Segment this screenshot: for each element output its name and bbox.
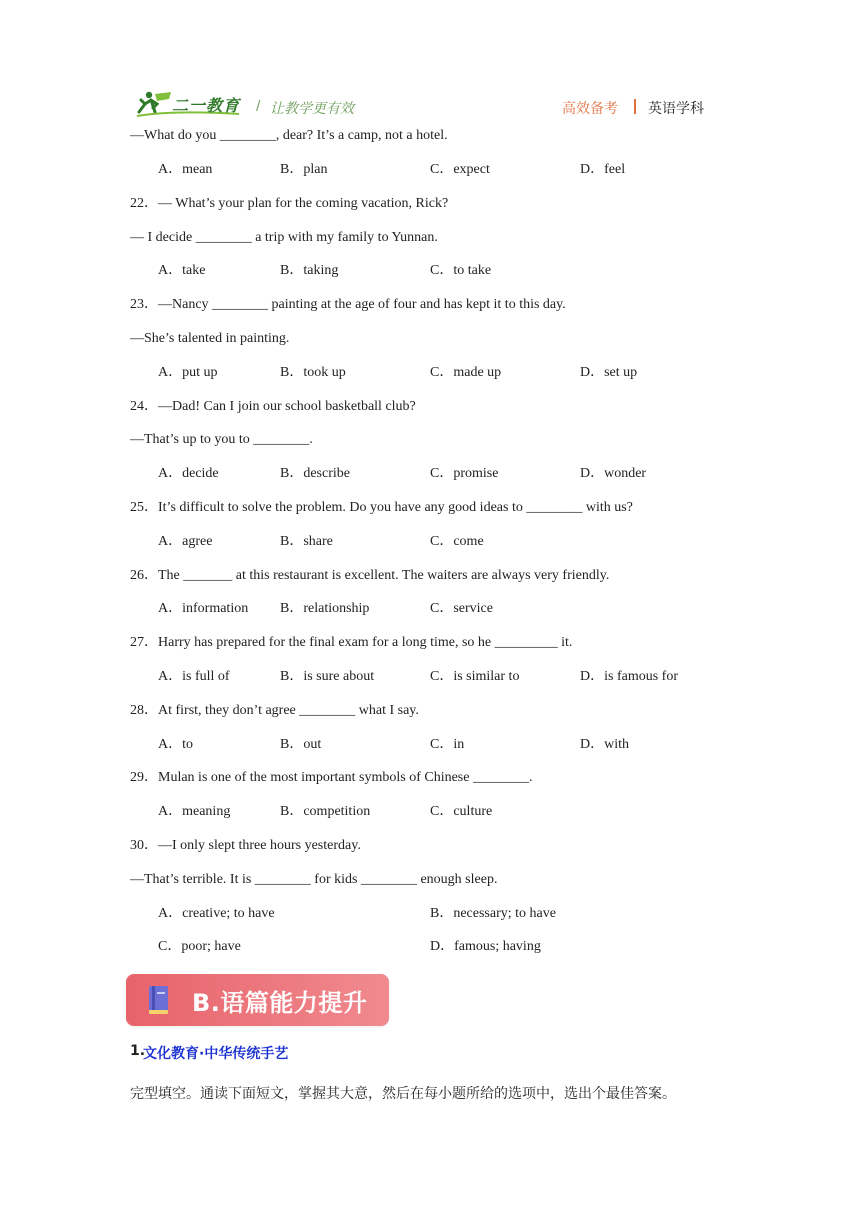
- q25-option-c: C．come: [430, 534, 484, 549]
- slogan-separator: /: [256, 99, 261, 114]
- question-24-line-2: —That’s up to you to ________.: [130, 432, 313, 447]
- question-28-line: 28．At first, they don’t agree ________ what I say.: [130, 703, 419, 718]
- question-23-line-2: —She’s talented in painting.: [130, 331, 290, 346]
- q23-option-b: B．took up: [280, 365, 346, 380]
- q24-option-c: C．promise: [430, 466, 499, 481]
- q22-option-b: B．taking: [280, 263, 339, 278]
- q23-option-a: A．put up: [158, 365, 218, 380]
- q28-option-b: B．out: [280, 737, 322, 752]
- q21-option-b: B．plan: [280, 162, 328, 177]
- passage-number: 1.: [130, 1043, 146, 1059]
- passage-title: 文化教育·中华传统手艺: [143, 1046, 289, 1062]
- q24-option-d: D．wonder: [580, 466, 647, 481]
- q28-option-d: D．with: [580, 737, 629, 752]
- q22-option-a: A．take: [158, 263, 206, 278]
- q30-option-d: D．famous; having: [430, 939, 541, 954]
- q21-option-a: A．mean: [158, 162, 213, 177]
- q29-option-b: B．competition: [280, 804, 371, 819]
- header-divider: [634, 99, 636, 114]
- q30-option-a: A．creative; to have: [158, 906, 275, 921]
- question-22-line-2: — I decide ________ a trip with my family to Yunnan.: [130, 230, 438, 245]
- book-icon: [146, 984, 172, 1016]
- q29-option-a: A．meaning: [158, 804, 231, 819]
- section-banner: [126, 974, 389, 1026]
- question-26-line: 26．The _______ at this restaurant is excellent. The waiters are always very friendly.: [130, 568, 610, 583]
- question-25-line: 25．It’s difficult to solve the problem. Do you have any good ideas to ________ with us?: [130, 500, 633, 515]
- q29-option-c: C．culture: [430, 804, 493, 819]
- q27-option-b: B．is sure about: [280, 669, 375, 684]
- q22-option-c: C．to take: [430, 263, 492, 278]
- slogan: 让教学更有效: [270, 101, 354, 117]
- q25-option-b: B．share: [280, 534, 333, 549]
- question-22-line: 22．— What’s your plan for the coming vacation, Rick?: [130, 196, 449, 211]
- q28-option-a: A．to: [158, 737, 193, 752]
- q26-option-b: B．relationship: [280, 601, 370, 616]
- question-27-line: 27．Harry has prepared for the final exam for a long time, so he _________ it.: [130, 635, 573, 650]
- q30-option-b: B．necessary; to have: [430, 906, 556, 921]
- q23-option-d: D．set up: [580, 365, 638, 380]
- question-30-line: 30．—I only slept three hours yesterday.: [130, 838, 361, 853]
- q26-option-a: A．information: [158, 601, 249, 616]
- q21-option-c: C．expect: [430, 162, 490, 177]
- q21-option-d: D．feel: [580, 162, 626, 177]
- cloze-instruction: 完型填空。通读下面短文，掌握其大意，然后在每小题所给的选项中，选出个最佳答案。: [130, 1086, 676, 1102]
- header-tag-exam: 高效备考: [562, 101, 618, 117]
- q27-option-d: D．is famous for: [580, 669, 678, 684]
- q28-option-c: C．in: [430, 737, 465, 752]
- q27-option-a: A．is full of: [158, 669, 230, 684]
- section-title: B.语篇能力提升: [192, 989, 368, 1017]
- q23-option-c: C．made up: [430, 365, 502, 380]
- question-29-line: 29．Mulan is one of the most important symbols of Chinese ________.: [130, 770, 533, 785]
- q25-option-a: A．agree: [158, 534, 213, 549]
- q27-option-c: C．is similar to: [430, 669, 520, 684]
- page-header: [0, 88, 860, 122]
- q30-option-c: C．poor; have: [158, 939, 241, 954]
- q24-option-a: A．decide: [158, 466, 219, 481]
- q24-option-b: B．describe: [280, 466, 350, 481]
- question-30-line-2: —That’s terrible. It is ________ for kids ________ enough sleep.: [130, 872, 498, 887]
- question-21-line: —What do you ________, dear? It’s a camp, not a hotel.: [130, 128, 448, 143]
- question-23-line: 23．—Nancy ________ painting at the age of four and has kept it to this day.: [130, 297, 566, 312]
- q26-option-c: C．service: [430, 601, 493, 616]
- question-24-line: 24．—Dad! Can I join our school basketball club?: [130, 399, 416, 414]
- brand-name: 二一教育: [172, 96, 241, 115]
- header-tag-subject: 英语学科: [648, 101, 704, 117]
